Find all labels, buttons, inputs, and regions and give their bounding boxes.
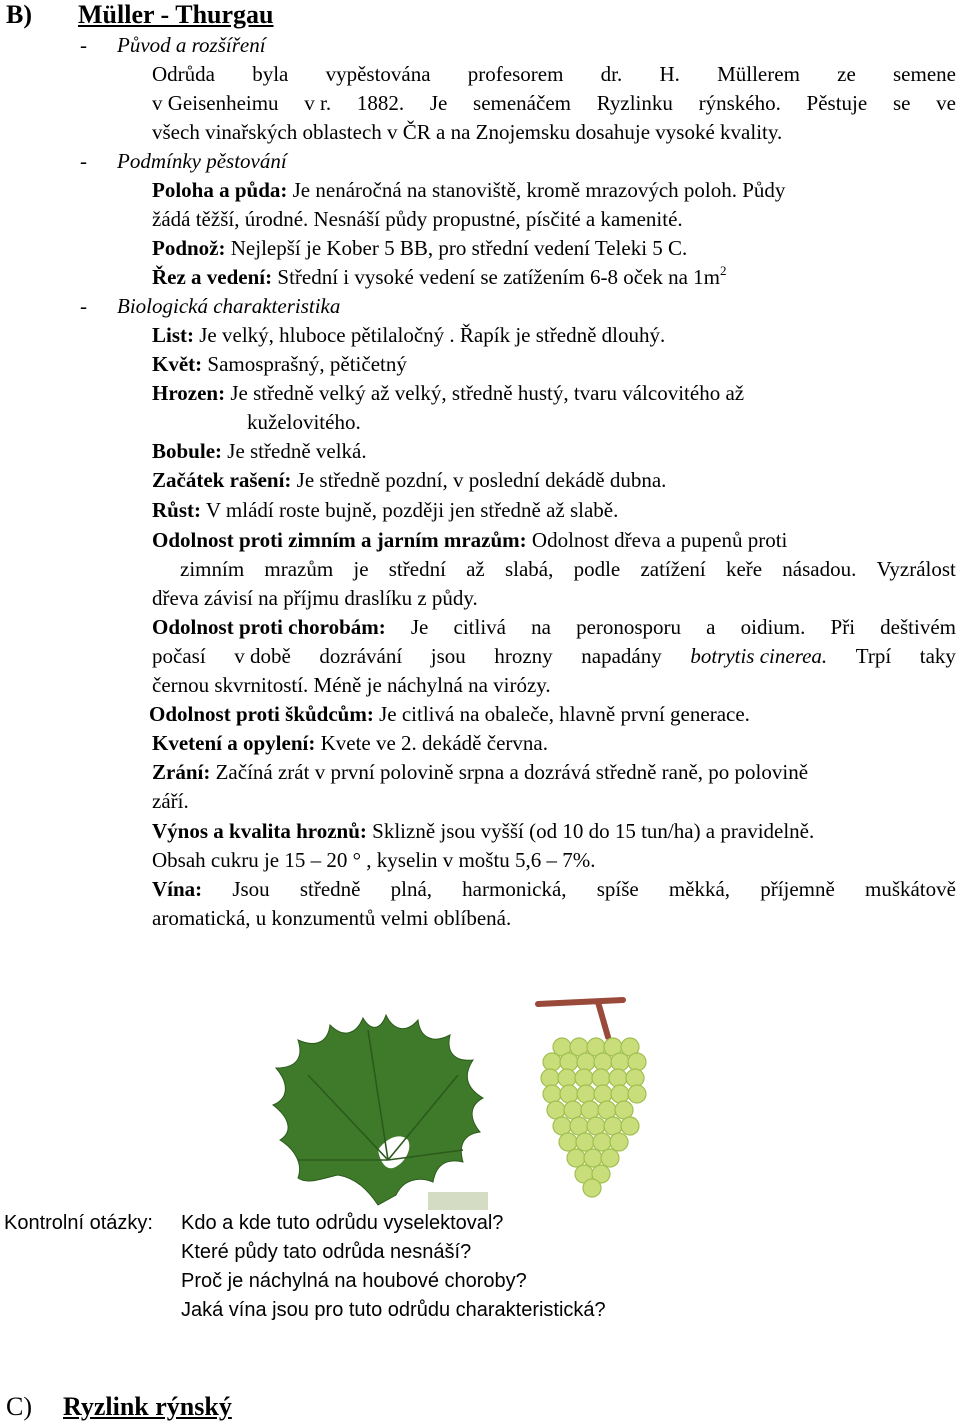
yield-line-2: Obsah cukru je 15 – 20 ° , kyselin v moštu 5,6 – 7%.: [152, 848, 596, 872]
word: Jsou: [232, 877, 270, 901]
origin-dash: -: [80, 33, 87, 57]
grape-berry: [587, 1117, 605, 1135]
question-item: Kdo a kde tuto odrůdu vyselektoval?: [181, 1212, 504, 1234]
word: středně: [299, 877, 361, 901]
wines-label: Vína:: [152, 877, 203, 901]
word: podle: [573, 557, 621, 581]
word: na: [531, 615, 551, 639]
yield-label: Výnos a kvalita hroznů:: [152, 819, 367, 843]
frost-label: Odolnost proti zimním a jarním mrazům:: [152, 528, 527, 552]
word: příjemně: [760, 877, 835, 901]
grape-berry: [560, 1085, 578, 1103]
word: Ryzlinku: [596, 91, 673, 115]
cluster-label: Hrozen:: [152, 381, 226, 405]
growing-heading: Podmínky pěstování: [117, 149, 287, 173]
word: měkká,: [668, 877, 731, 901]
growth-label: Růst:: [152, 498, 202, 522]
word: dozrávání: [319, 644, 403, 668]
word: Müllerem: [717, 62, 800, 86]
word: v Geisenheimu: [152, 91, 279, 115]
bloom-text: Kvete ve 2. dekádě června.: [315, 731, 548, 755]
word: deštivém: [880, 615, 956, 639]
leaf-text: Je velký, hluboce pětilaločný . Řapík je středně dlouhý.: [194, 323, 666, 347]
location-label: Poloha a půda:: [152, 178, 288, 202]
origin-line-3: všech vinařských oblastech v ČR a na Znojemsku dosahuje vysoké kvality.: [152, 120, 783, 144]
word: harmonická,: [462, 877, 567, 901]
word: Trpí: [855, 644, 892, 668]
question-item: Jaká vína jsou pro tuto odrůdu charakteristická?: [181, 1299, 606, 1321]
image-corner-strip: [428, 1192, 488, 1210]
cluster-line-2: kuželovitého.: [247, 410, 361, 434]
word: spíše: [596, 877, 639, 901]
grape-berry: [593, 1133, 611, 1151]
disease-label: Odolnost proti chorobám:: [152, 615, 386, 639]
word: taky: [919, 644, 956, 668]
pests-line: [149, 701, 750, 727]
berry-label: Bobule:: [152, 439, 223, 463]
grape-berry: [594, 1053, 612, 1071]
word: semenáčem: [473, 91, 571, 115]
grape-berry: [558, 1069, 576, 1087]
training-text: Střední i vysoké vedení se zatížením 6-8 oček na 1m: [272, 265, 721, 289]
word: citlivá: [453, 615, 506, 639]
word: Vyzrálost: [876, 557, 956, 581]
location-line-1: [152, 177, 785, 203]
section-c-title: Ryzlink rýnský: [63, 1392, 232, 1421]
section-c-letter: C): [6, 1392, 32, 1421]
word: mrazům: [264, 557, 334, 581]
question-item: Proč je náchylná na houbové choroby?: [181, 1270, 527, 1292]
grape-berry: [583, 1179, 601, 1197]
grape-stem: [538, 1000, 623, 1037]
grape-berry: [611, 1085, 629, 1103]
frost-line-2: [180, 556, 956, 582]
questions-label: Kontrolní otázky:: [4, 1212, 153, 1234]
grape-berries: [541, 1038, 646, 1197]
word: Je: [429, 91, 448, 115]
grape-berry: [609, 1069, 627, 1087]
grape-berry: [601, 1149, 619, 1167]
word: profesorem: [467, 62, 564, 86]
word: Odrůda: [152, 62, 215, 86]
yield-text-1: Sklizně jsou vyšší (od 10 do 15 tun/ha) a pravidelně.: [366, 819, 815, 843]
word: ve: [936, 91, 956, 115]
bloom-label: Kvetení a opylení:: [152, 731, 316, 755]
growth-line: [152, 497, 618, 523]
origin-line-2: [152, 90, 956, 116]
disease-line-2: [152, 643, 956, 669]
leaf-shape: [273, 1015, 483, 1205]
grape-berry: [570, 1117, 588, 1135]
flower-line: [152, 351, 407, 377]
growing-dash: -: [80, 149, 87, 173]
grape-berry: [621, 1117, 639, 1135]
grape-berry: [575, 1069, 593, 1087]
cluster-text-1: Je středně velký až velký, středně hustý, tvaru válcovitého až: [225, 381, 745, 405]
word: Je: [410, 615, 429, 639]
word: 1882.: [356, 91, 405, 115]
grape-cluster-image: [528, 992, 678, 1202]
rootstock-label: Podnož:: [152, 236, 226, 260]
disease-line-3: černou skvrnitostí. Méně je náchylná na virózy.: [152, 673, 551, 697]
yield-line-1: [152, 818, 814, 844]
budbreak-line: [152, 467, 666, 493]
grape-berry: [628, 1085, 646, 1103]
word: H.: [659, 62, 680, 86]
rootstock-text: Nejlepší je Kober 5 BB, pro střední vedení Teleki 5 C.: [225, 236, 688, 260]
word: jsou: [430, 644, 466, 668]
grape-berry: [581, 1101, 599, 1119]
word: slabá,: [504, 557, 554, 581]
word: až: [466, 557, 485, 581]
word: hrozny: [494, 644, 553, 668]
grape-berry: [598, 1101, 616, 1119]
word: a: [706, 615, 716, 639]
pests-text: Je citlivá na obaleče, hlavně první generace.: [373, 702, 750, 726]
disease-italic: botrytis cinerea.: [690, 644, 828, 668]
wines-line-1: [152, 876, 956, 902]
grape-berry: [611, 1053, 629, 1071]
frost-line-3: dřeva závisí na příjmu draslíku z půdy.: [152, 586, 478, 610]
ripening-line-1: [152, 759, 808, 785]
word: Pěstuje: [806, 91, 868, 115]
grape-berry: [626, 1069, 644, 1087]
word: plná,: [390, 877, 433, 901]
growth-text: V mládí roste bujně, později jen středně až slabě.: [201, 498, 619, 522]
word: dr.: [600, 62, 623, 86]
word: keře: [725, 557, 763, 581]
grape-berry: [577, 1053, 595, 1071]
ripening-line-2: září.: [152, 789, 189, 813]
origin-heading: Původ a rozšíření: [117, 33, 266, 57]
training-sup: 2: [720, 263, 727, 278]
budbreak-label: Začátek rašení:: [152, 468, 292, 492]
section-b-letter: B): [6, 0, 32, 29]
grape-berry: [610, 1133, 628, 1151]
word: ze: [837, 62, 856, 86]
grape-berry: [564, 1101, 582, 1119]
training-label: Řez a vedení:: [152, 265, 273, 289]
word: peronosporu: [576, 615, 682, 639]
word: rýnského.: [698, 91, 781, 115]
word: napadány: [581, 644, 662, 668]
pests-label: Odolnost proti škůdcům:: [149, 702, 374, 726]
question-item: Které půdy tato odrůda nesnáší?: [181, 1241, 472, 1263]
budbreak-text: Je středně pozdní, v poslední dekádě dubna.: [291, 468, 667, 492]
berry-line: [152, 438, 367, 464]
word: násadou.: [782, 557, 857, 581]
vine-leaf-image: [268, 1000, 490, 1210]
section-b-title: Müller - Thurgau: [78, 0, 274, 29]
word: vypěstována: [325, 62, 431, 86]
word: v r.: [304, 91, 332, 115]
word: se: [892, 91, 911, 115]
grape-berry: [567, 1149, 585, 1167]
flower-text: Samosprašný, pětičetný: [202, 352, 407, 376]
grape-berry: [628, 1053, 646, 1071]
biology-heading: Biologická charakteristika: [117, 294, 341, 318]
biology-dash: -: [80, 294, 87, 318]
grape-berry: [559, 1133, 577, 1151]
grape-berry: [584, 1149, 602, 1167]
grape-berry: [543, 1053, 561, 1071]
grape-berry: [560, 1053, 578, 1071]
cluster-line-1: [152, 380, 744, 406]
grape-berry: [577, 1085, 595, 1103]
word: oidium.: [740, 615, 806, 639]
frost-text-1: Odolnost dřeva a pupenů proti: [526, 528, 788, 552]
flower-label: Květ:: [152, 352, 203, 376]
grape-berry: [604, 1117, 622, 1135]
rootstock-line: [152, 235, 687, 261]
berry-text: Je středně velká.: [222, 439, 367, 463]
grape-berry: [543, 1085, 561, 1103]
location-text-1: Je nenáročná na stanoviště, kromě mrazových poloh. Půdy: [287, 178, 786, 202]
disease-line-1: [152, 614, 956, 640]
ripening-text-1: Začíná zrát v první polovině srpna a dozrává středně raně, po polovině: [210, 760, 809, 784]
word: zimním: [180, 557, 245, 581]
word: počasí: [152, 644, 206, 668]
grape-berry: [576, 1133, 594, 1151]
location-line-2: žádá těžší, úrodné. Nesnáší půdy propustné, písčité a kamenité.: [152, 207, 683, 231]
ripening-label: Zrání:: [152, 760, 211, 784]
leaf-line: [152, 322, 665, 348]
word: je: [353, 557, 369, 581]
bloom-line: [152, 730, 548, 756]
wines-line-2: aromatická, u konzumentů velmi oblíbená.: [152, 906, 512, 930]
leaf-label: List:: [152, 323, 194, 347]
word: Při: [830, 615, 856, 639]
grape-berry: [615, 1101, 633, 1119]
grape-berry: [541, 1069, 559, 1087]
word: muškátově: [864, 877, 956, 901]
origin-line-1: [152, 61, 956, 87]
frost-line-1: [152, 527, 787, 553]
grape-berry: [592, 1069, 610, 1087]
word: semene: [893, 62, 956, 86]
grape-berry: [594, 1085, 612, 1103]
training-line: [152, 264, 727, 290]
grape-berry: [547, 1101, 565, 1119]
word: zatížení: [640, 557, 706, 581]
word: střední: [388, 557, 446, 581]
grape-berry: [553, 1117, 571, 1135]
word: v době: [234, 644, 291, 668]
word: byla: [252, 62, 289, 86]
